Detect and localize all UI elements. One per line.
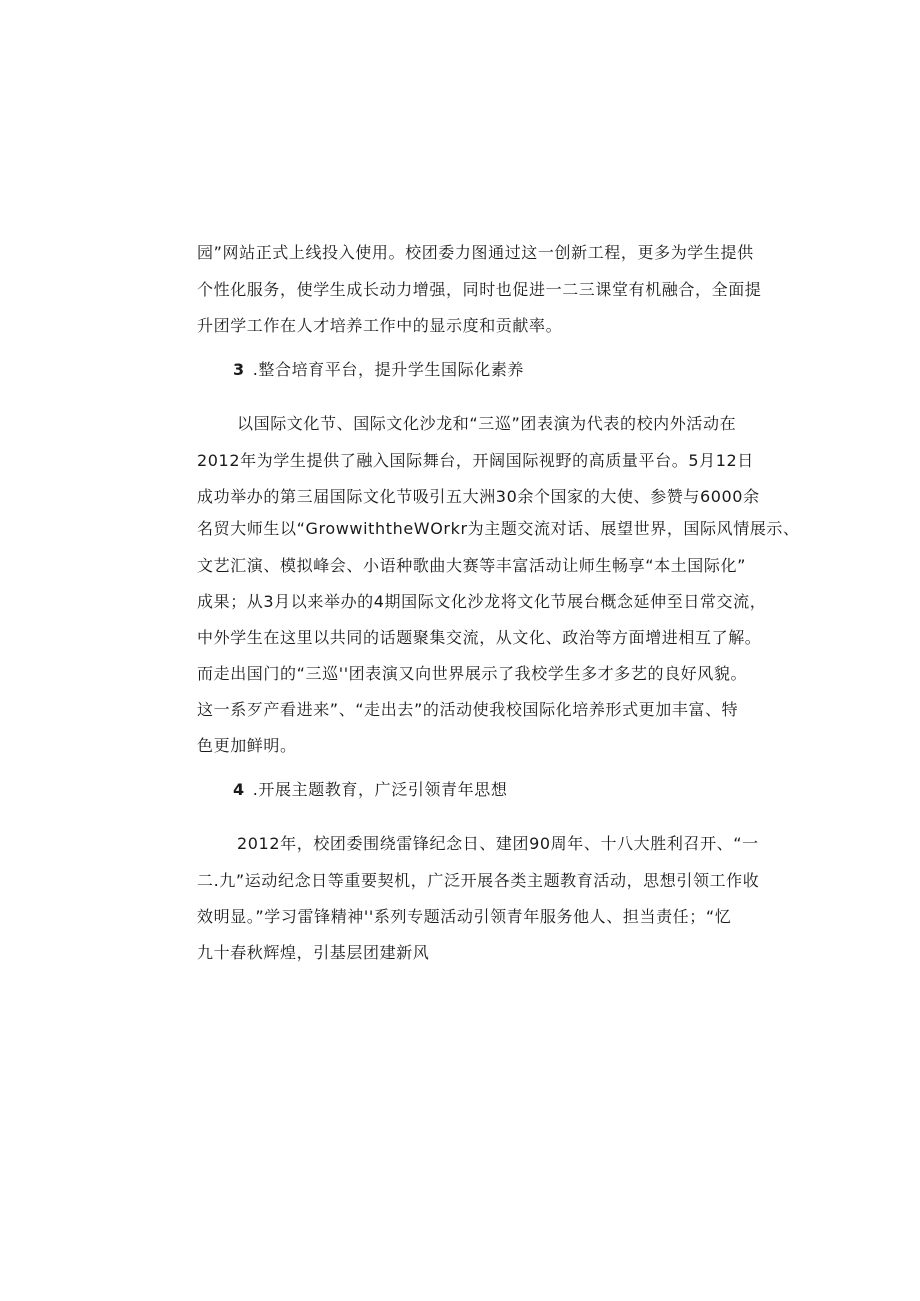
paragraph-3-line-1: 2012年，校团委围绕雷锋纪念日、建团90周年、十八大胜利召开、“一 [237,834,759,853]
section-heading-4 [233,780,507,800]
section-heading-4-text: .开展主题教育，广泛引领青年思想 [252,780,508,799]
paragraph-2-line-5: 文艺汇演、模拟峰会、小语种歌曲大赛等丰富活动让师生畅享“本土国际化” [197,556,746,575]
paragraph-2-line-9: 这一系歹产看进来”、“走出去”的活动使我校国际化培养形式更加丰富、特 [197,700,739,719]
paragraph-2-line-7: 中外学生在这里以共同的话题聚集交流，从文化、政治等方面增进相互了解。 [197,628,762,647]
paragraph-2-line-8: 而走出国门的“三巡''团表演又向世界展示了我校学生多才多艺的良好风貌。 [197,664,748,683]
paragraph-2-line-6: 成果；从3月以来举办的4期国际文化沙龙将文化节展台概念延伸至日常交流， [197,592,767,611]
paragraph-3-line-4: 九十春秋辉煌，引基层团建新风 [197,943,430,962]
section-heading-3-text: .整合培育平台，提升学生国际化素养 [252,360,525,379]
paragraph-1-line-3: 升团学工作在人才培养工作中的显示度和贡献率。 [197,316,563,335]
section-heading-3-number: 3 [233,360,245,379]
paragraph-3-line-2: 二.九”运动纪念日等重要契机，广泛开展各类主题教育活动，思想引领工作收 [197,871,760,890]
section-heading-3 [233,360,524,380]
paragraph-2-line-3: 成功举办的第三届国际文化节吸引五大洲30余个国家的大使、参赞与6000余 [197,487,760,506]
paragraph-1-line-1: 园”网站正式上线投入使用。校团委力图通过这一创新工程，更多为学生提供 [197,243,754,262]
paragraph-1-line-2: 个性化服务，使学生成长动力增强，同时也促进一二三课堂有机融合，全面提 [197,280,762,299]
paragraph-2-line-4: 名贸大师生以“GrowwiththeWOrkr为主题交流对话、展望世界，国际风情展示、 [197,519,800,538]
paragraph-3-line-3: 效明显。”学习雷锋精神''系列专题活动引领青年服务他人、担当责任；“忆 [197,907,732,926]
section-heading-4-number: 4 [233,780,245,799]
paragraph-2-line-10: 色更加鲜明。 [197,736,297,755]
paragraph-2-line-2: 2012年为学生提供了融入国际舞台，开阔国际视野的高质量平台。5月12日 [197,451,754,470]
paragraph-2-line-1: 以国际文化节、国际文化沙龙和“三巡”团表演为代表的校内外活动在 [237,414,737,433]
